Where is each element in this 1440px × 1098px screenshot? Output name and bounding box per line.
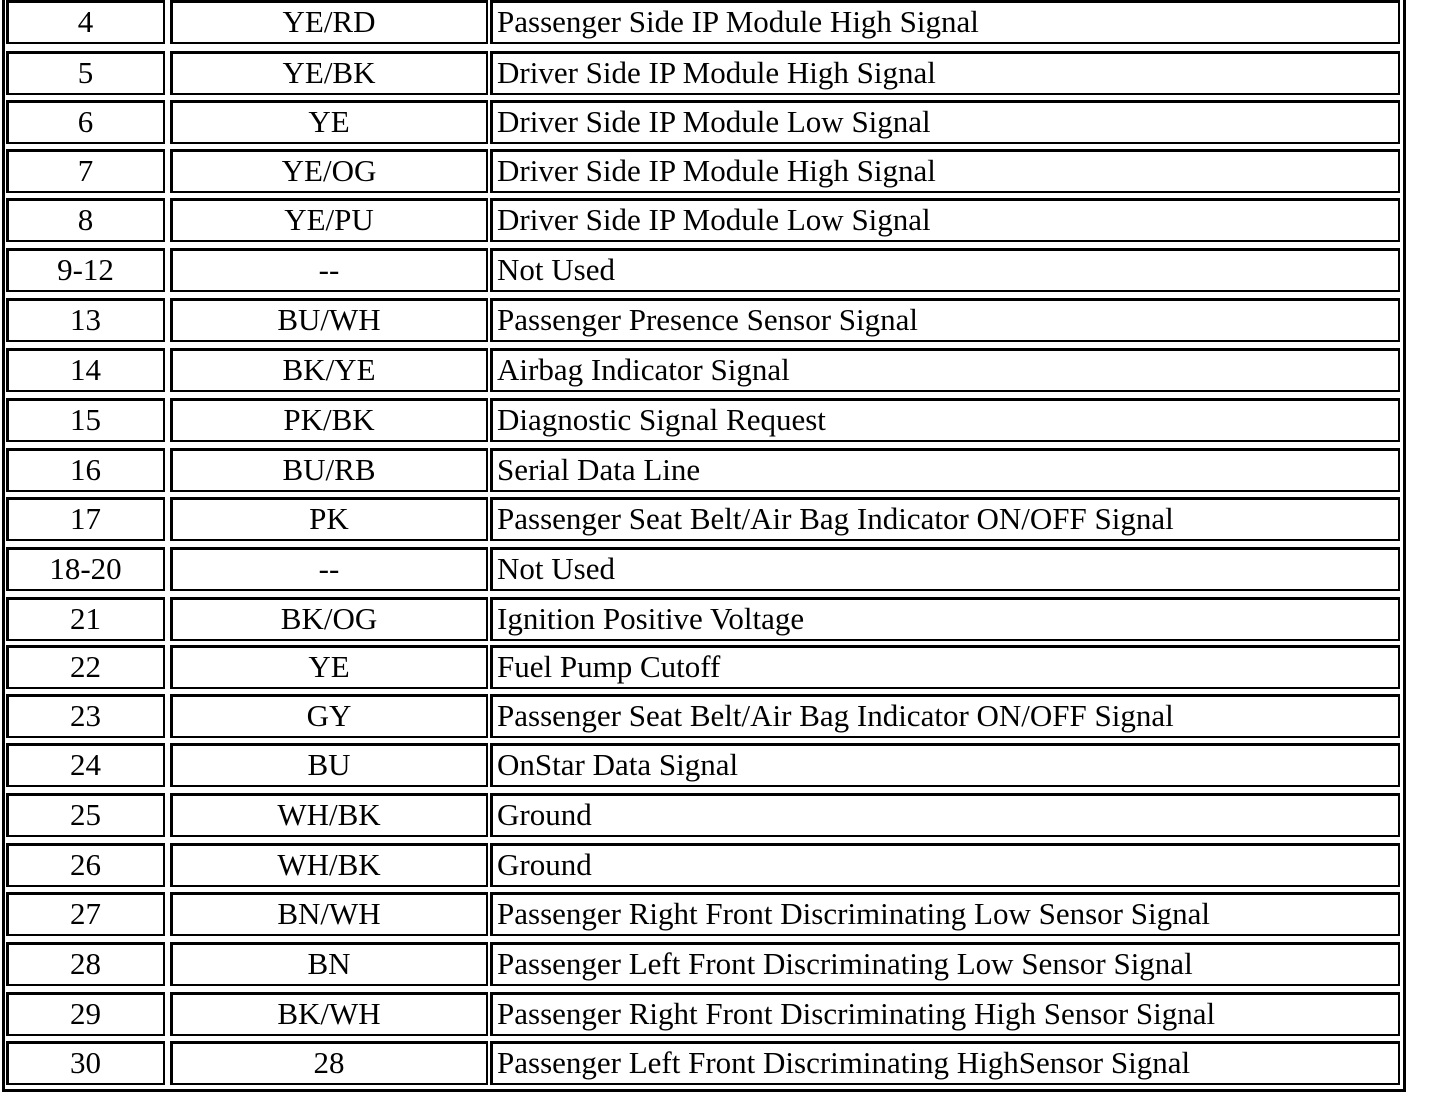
circuit-function-cell: Ground [490,793,1400,837]
circuit-function-cell: Not Used [490,547,1400,591]
table-row [6,298,1404,342]
pin-cell: 13 [6,298,165,342]
wire-color-cell: BU/WH [170,298,488,342]
table-row [6,597,1404,641]
circuit-function-cell: Passenger Right Front Discriminating High Sensor Signal [490,992,1400,1036]
pin-cell: 25 [6,793,165,837]
table-row [6,198,1404,242]
wire-color-cell: YE/BK [170,51,488,95]
table-row [6,149,1404,193]
wire-color-cell: BK/WH [170,992,488,1036]
table-row [6,100,1404,144]
pin-cell: 15 [6,398,165,442]
table-row [6,448,1404,492]
circuit-function-cell: Airbag Indicator Signal [490,348,1400,392]
pin-cell: 23 [6,694,165,738]
pin-cell: 29 [6,992,165,1036]
wire-color-cell: YE/PU [170,198,488,242]
circuit-function-cell: Passenger Left Front Discriminating HighSensor Signal [490,1041,1400,1085]
circuit-function-cell: Driver Side IP Module Low Signal [490,198,1400,242]
table-row [6,398,1404,442]
pin-cell: 18-20 [6,547,165,591]
pin-cell: 27 [6,892,165,936]
table-row [6,892,1404,936]
circuit-function-cell: OnStar Data Signal [490,743,1400,787]
circuit-function-cell: Driver Side IP Module Low Signal [490,100,1400,144]
pin-cell: 4 [6,0,165,44]
pin-cell: 21 [6,597,165,641]
table-row [6,694,1404,738]
wire-color-cell: BN [170,942,488,986]
wire-color-cell: YE [170,100,488,144]
circuit-function-cell: Serial Data Line [490,448,1400,492]
table-row [6,0,1404,44]
pin-cell: 16 [6,448,165,492]
pin-cell: 28 [6,942,165,986]
wire-color-cell: WH/BK [170,843,488,887]
circuit-function-cell: Diagnostic Signal Request [490,398,1400,442]
wire-color-cell: YE/OG [170,149,488,193]
wire-color-cell: PK [170,497,488,541]
pin-cell: 22 [6,645,165,689]
pin-cell: 30 [6,1041,165,1085]
table-row [6,992,1404,1036]
circuit-function-cell: Ignition Positive Voltage [490,597,1400,641]
table-row [6,348,1404,392]
table-row [6,51,1404,95]
table-row [6,743,1404,787]
circuit-function-cell: Passenger Presence Sensor Signal [490,298,1400,342]
wire-color-cell: BU [170,743,488,787]
table-row [6,547,1404,591]
wire-color-cell: PK/BK [170,398,488,442]
circuit-function-cell: Passenger Side IP Module High Signal [490,0,1400,44]
circuit-function-cell: Passenger Right Front Discriminating Low Sensor Signal [490,892,1400,936]
wire-color-cell: -- [170,547,488,591]
wire-color-cell: YE/RD [170,0,488,44]
table-row [6,1041,1404,1085]
table-row [6,942,1404,986]
circuit-function-cell: Passenger Seat Belt/Air Bag Indicator ON/OFF Signal [490,694,1400,738]
wire-color-cell: BK/OG [170,597,488,641]
pin-cell: 26 [6,843,165,887]
wire-color-cell: GY [170,694,488,738]
table-row [6,248,1404,292]
circuit-function-cell: Fuel Pump Cutoff [490,645,1400,689]
table-row [6,843,1404,887]
circuit-function-cell: Passenger Left Front Discriminating Low Sensor Signal [490,942,1400,986]
pin-cell: 7 [6,149,165,193]
wire-color-cell: -- [170,248,488,292]
circuit-function-cell: Passenger Seat Belt/Air Bag Indicator ON/OFF Signal [490,497,1400,541]
pin-cell: 6 [6,100,165,144]
circuit-function-cell: Driver Side IP Module High Signal [490,149,1400,193]
wire-color-cell: BK/YE [170,348,488,392]
pin-cell: 14 [6,348,165,392]
wire-color-cell: BU/RB [170,448,488,492]
table-row [6,793,1404,837]
pin-cell: 9-12 [6,248,165,292]
pin-cell: 5 [6,51,165,95]
circuit-function-cell: Driver Side IP Module High Signal [490,51,1400,95]
wire-color-cell: WH/BK [170,793,488,837]
pin-cell: 17 [6,497,165,541]
circuit-function-cell: Not Used [490,248,1400,292]
pin-cell: 24 [6,743,165,787]
wire-color-cell: YE [170,645,488,689]
pin-cell: 8 [6,198,165,242]
circuit-function-cell: Ground [490,843,1400,887]
wire-color-cell: BN/WH [170,892,488,936]
table-row [6,645,1404,689]
table-row [6,497,1404,541]
wire-color-cell: 28 [170,1041,488,1085]
